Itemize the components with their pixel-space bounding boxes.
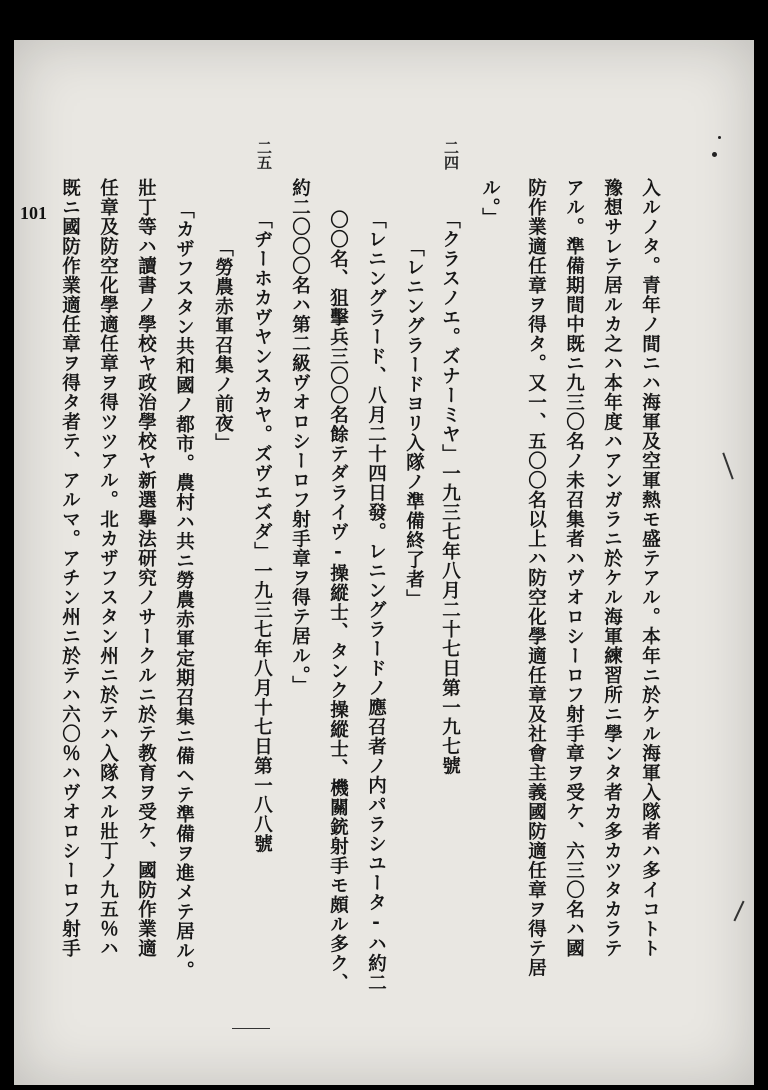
text-line: 「勞農赤軍召集ノ前夜」 [212,238,234,453]
text-line: 豫想サレテ居ルカ之ハ本年度ハアンガラニ於ケル海軍練習所ニ學ンタ者カ多カツタカラテ [601,178,623,958]
text-line: 任章及防空化學適任章ヲ得ツツアル。北カザフスタン州ニ於テハ入隊スル壯丁ノ九五％ハ [97,178,119,958]
text-line: 「ヂーホカヴヤンスカヤ。ズヴエズダ」一九三七年八月十七日第一八八號 [251,210,273,854]
text-line: 「レニングラードヨリ入隊ノ準備終了者」 [403,238,425,609]
text-line: 壯丁等ハ讀書ノ學校ヤ政治學校ヤ新選擧法研究ノサークルニ於テ教育ヲ受ケ、國防作業適 [135,178,157,958]
footer-rule [232,1028,270,1029]
text-line: 防作業適任章ヲ得タ。又一、五〇〇名以上ハ防空化學適任章及社會主義國防適任章ヲ得テ居 [525,178,547,978]
section-label: 二四 [442,140,460,170]
page-number: 101 [20,203,47,223]
text-line: 「レニングラード、八月二十四日發。レニングラードノ應召者ノ内パラシユータ-ハ約二 [365,210,387,993]
text-line: 「クラスノエ。ズナーミヤ」一九三七年八月二十七日第一九七號 [439,210,461,776]
text-line: 入ルノタ。青年ノ間ニハ海軍及空軍熱モ盛テアル。本年ニ於ケル海軍入隊者ハ多イコトト [639,178,661,958]
text-line: ル。」 [479,178,501,228]
text-line: 〇〇名、狙擊兵三〇〇名餘テダライヴ-操縱士、タンク操縱士、機關銃射手モ頗ル多ク、 [327,210,349,993]
scan-speck [712,152,717,157]
scan-speck [718,136,721,139]
section-label: 二五 [255,140,273,170]
text-line: アル。準備期間中既ニ九三〇名ノ未召集者ハヴオロシーロフ射手章ヲ受ケ、六三〇名ハ國 [563,178,585,958]
text-line: 「カザフスタン共和國ノ都市。農村ハ共ニ勞農赤軍定期召集ニ備ヘテ準備ヲ進メテ居ル。 [173,200,195,980]
text-line: 約二〇〇〇名ハ第二級ヴオロシーロフ射手章ヲ得テ居ル。」 [289,178,311,696]
text-line: 既ニ國防作業適任章ヲ得タ者テ、アルマ。アチン州ニ於テハ六〇％ハヴオロシーロフ射手 [59,178,81,958]
